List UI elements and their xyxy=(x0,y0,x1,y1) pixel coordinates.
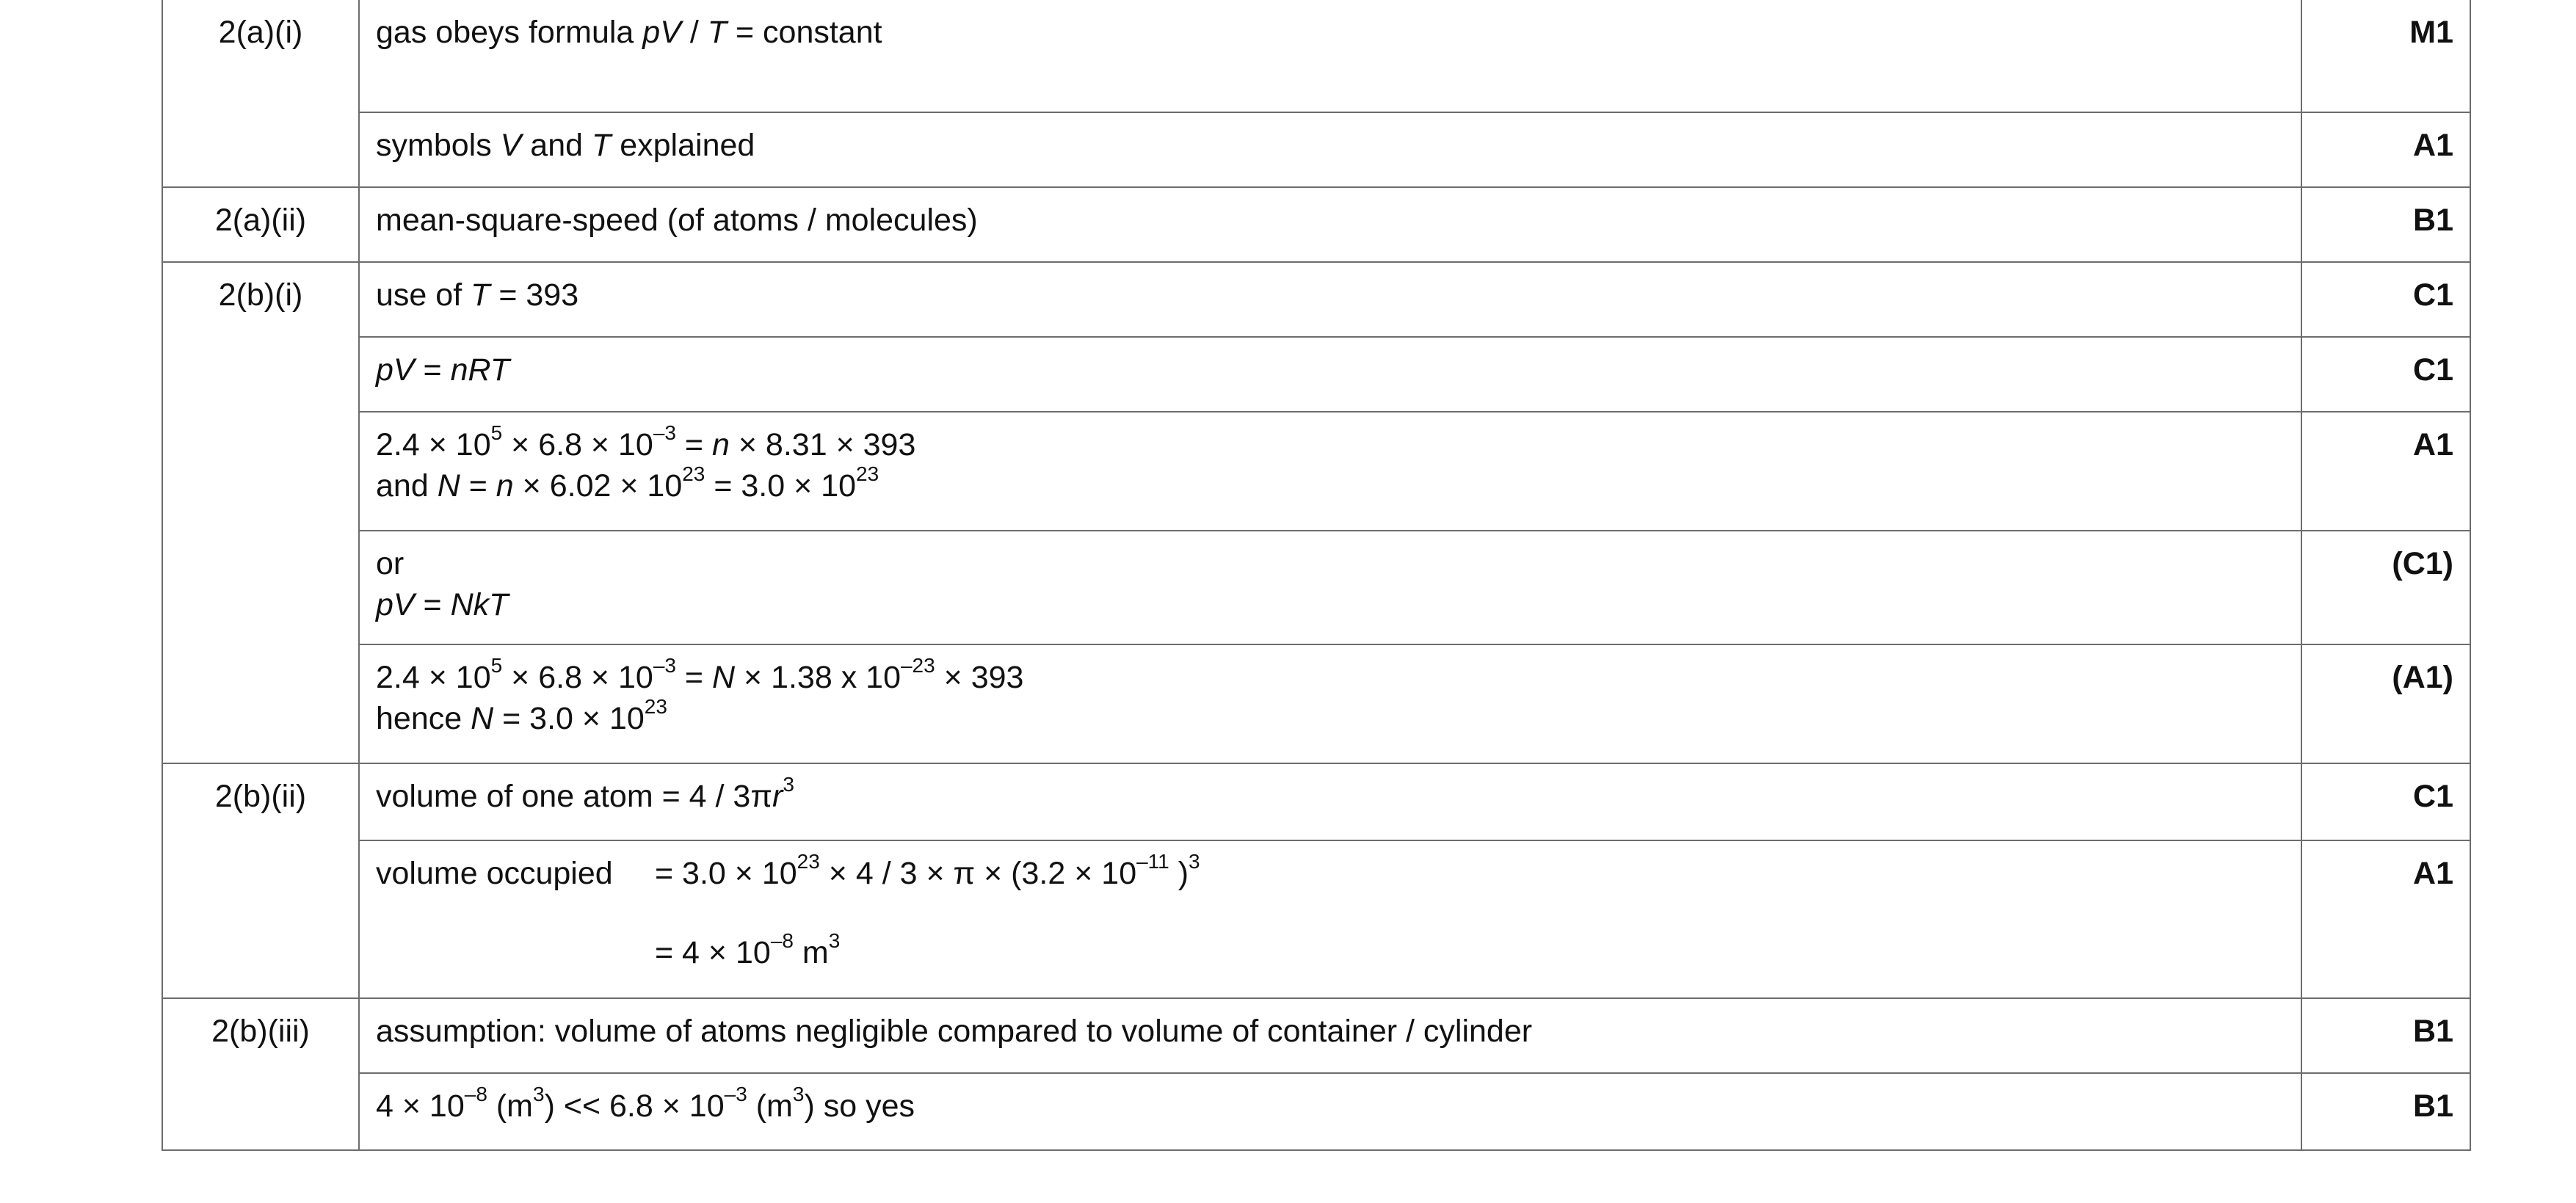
table-row xyxy=(162,1073,2470,1150)
mark-code: C1 xyxy=(2301,763,2470,840)
answer-text xyxy=(359,412,2301,531)
answer-text: gas obeys formula pV / T = constant xyxy=(359,0,2301,112)
mark-code: B1 xyxy=(2301,998,2470,1073)
mark-code: A1 xyxy=(2301,112,2470,187)
table-row xyxy=(162,0,2470,112)
answer-text: $4 \times 10^{-8}$ $(m^3) << 6.8 \times 10^{-3}$ $(m^3)$ so yes xyxy=(359,1073,2301,1150)
mark-code: (C1) xyxy=(2301,531,2470,644)
equation-line: and $N = n \times 6.02 \times 10^{23} = 3.0 \times 10^{23}$ xyxy=(376,462,879,504)
table-row xyxy=(162,998,2470,1073)
volume-occupied-label: volume occupied xyxy=(376,856,613,891)
equation-line: = $4 \times 10^{-8}$ $m^3$ xyxy=(655,928,841,970)
table-row xyxy=(162,412,2470,531)
answer-text: mean-square-speed (of atoms / molecules) xyxy=(359,187,2301,262)
equation-line: $2.4 \times 10^5 \times 6.8 \times 10^{-3} = n \times 8.31 \times 393$ xyxy=(376,421,916,462)
equation-line: pV = NkT xyxy=(376,587,509,622)
answer-text: pV = nRT xyxy=(359,337,2301,412)
mark-scheme-table xyxy=(162,0,2471,1151)
alternative-label: or xyxy=(376,546,404,581)
answer-text: use of T = 393 xyxy=(359,262,2301,337)
table-row xyxy=(162,187,2470,262)
mark-code: C1 xyxy=(2301,337,2470,412)
mark-code: B1 xyxy=(2301,187,2470,262)
mark-code: B1 xyxy=(2301,1073,2470,1150)
answer-text xyxy=(359,840,2301,998)
mark-code: A1 xyxy=(2301,840,2470,998)
table-row xyxy=(162,644,2470,763)
question-number: 2(a)(ii) xyxy=(162,187,359,262)
question-number: 2(b)(i) xyxy=(162,262,359,763)
equation-line: volume occupied = $3.0 \times 10^{23} \times 4 / 3 \times \pi \times (3.2 \times 10^{-11}$ )$^3$ xyxy=(376,853,2285,894)
equation-line: $2.4 \times 10^5 \times 6.8 \times 10^{-3} = N \times 1.38$ x $10^{-23} \times 393$ xyxy=(376,653,1024,695)
table-row xyxy=(162,262,2470,337)
mark-code: A1 xyxy=(2301,412,2470,531)
question-number: 2(a)(i) xyxy=(162,0,359,187)
answer-text xyxy=(359,531,2301,644)
table-row xyxy=(162,112,2470,187)
answer-text: assumption: volume of atoms negligible compared to volume of container / cylinder xyxy=(359,998,2301,1073)
table-row xyxy=(162,531,2470,644)
answer-text xyxy=(359,644,2301,763)
answer-text: volume of one atom = $4 / 3\pi r^3$ xyxy=(359,763,2301,840)
mark-code: M1 xyxy=(2301,0,2470,112)
answer-text: symbols V and T explained xyxy=(359,112,2301,187)
question-number: 2(b)(ii) xyxy=(162,763,359,998)
table-row xyxy=(162,763,2470,840)
table-row xyxy=(162,337,2470,412)
mark-code: C1 xyxy=(2301,262,2470,337)
equation-line: hence $N = 3.0 \times 10^{23}$ xyxy=(376,694,667,736)
table-row xyxy=(162,840,2470,998)
mark-code: (A1) xyxy=(2301,644,2470,763)
question-number: 2(b)(iii) xyxy=(162,998,359,1150)
